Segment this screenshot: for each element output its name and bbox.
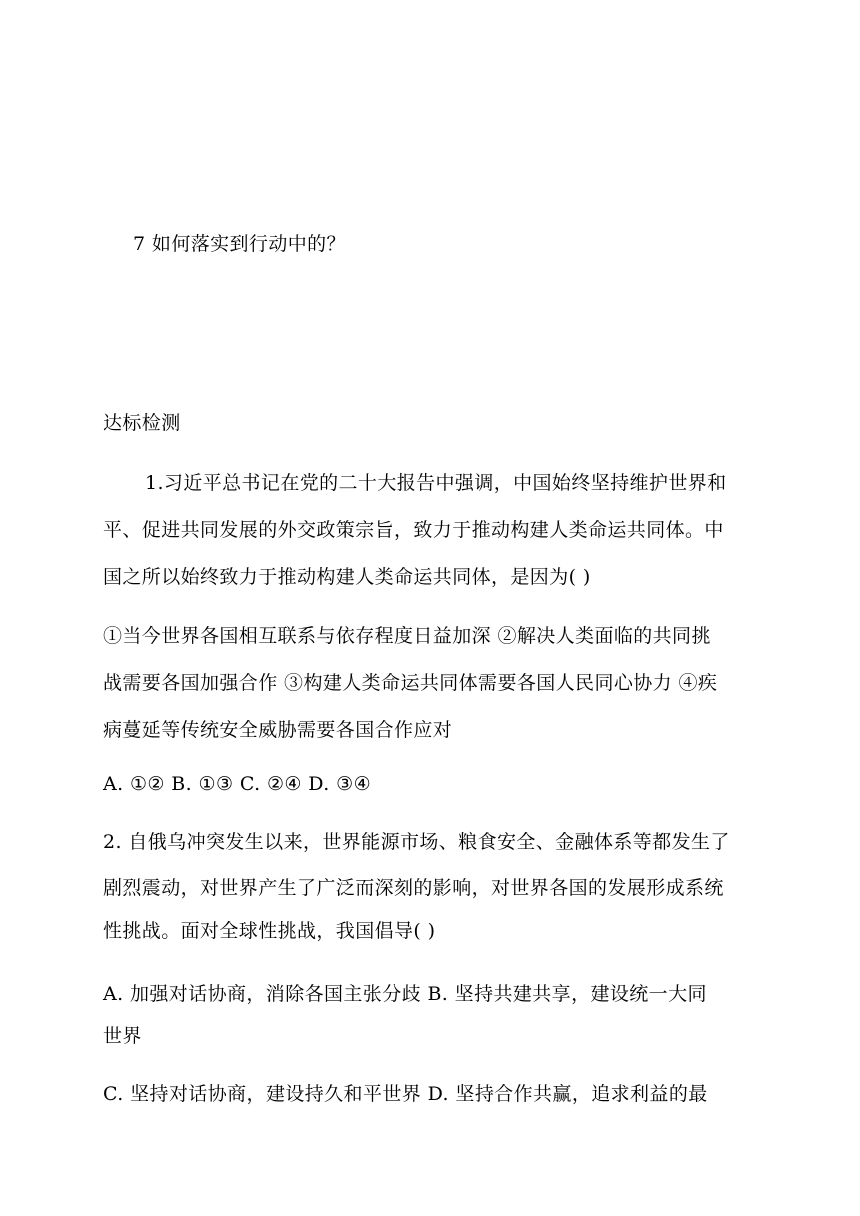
- q1-statement-line-1: ①当今世界各国相互联系与依存程度日益加深 ②解决人类面临的共同挑: [103, 625, 711, 647]
- q2-options-line-1: A. 加强对话协商，消除各国主张分歧 B. 坚持共建共享，建设统一大同: [103, 983, 707, 1005]
- question-7-prompt: 7 如何落实到行动中的？: [133, 233, 346, 255]
- q2-options-line-3: C. 坚持对话协商，建设持久和平世界 D. 坚持合作共赢，追求利益的最: [103, 1083, 708, 1105]
- q2-stem-line-1: 2. 自俄乌冲突发生以来，世界能源市场、粮食安全、金融体系等都发生了: [103, 831, 730, 853]
- q2-stem-line-3: 性挑战。面对全球性挑战，我国倡导( ): [103, 920, 436, 942]
- q1-statement-line-3: 病蔓延等传统安全威胁需要各国合作应对: [103, 719, 453, 741]
- q2-options-line-2: 世界: [103, 1025, 142, 1047]
- q1-options: A. ①② B. ①③ C. ②④ D. ③④: [103, 773, 372, 795]
- q1-stem-line-2: 平、促进共同发展的外交政策宗旨，致力于推动构建人类命运共同体。中: [103, 519, 724, 541]
- q1-stem-line-3: 国之所以始终致力于推动构建人类命运共同体，是因为( ): [103, 566, 591, 588]
- section-title: 达标检测: [103, 412, 181, 434]
- q2-stem-line-2: 剧烈震动，对世界产生了广泛而深刻的影响，对世界各国的发展形成系统: [103, 877, 724, 899]
- q1-statement-line-2: 战需要各国加强合作 ③构建人类命运共同体需要各国人民同心协力 ④疾: [103, 672, 718, 694]
- q1-stem-line-1: 1.习近平总书记在党的二十大报告中强调，中国始终坚持维护世界和: [145, 472, 727, 494]
